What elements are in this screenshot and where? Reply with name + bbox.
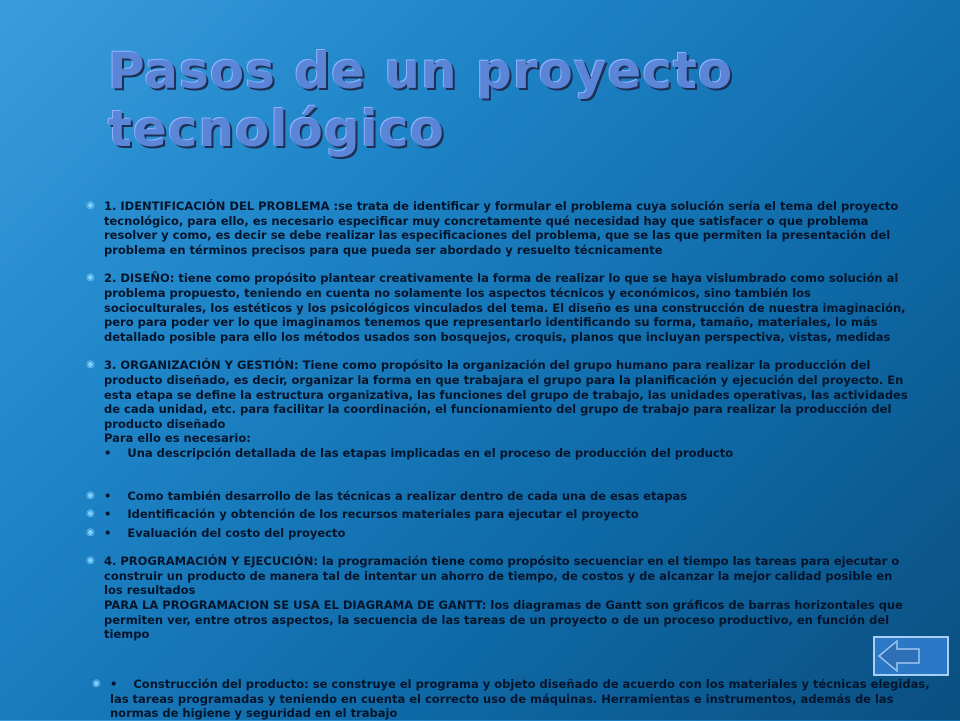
bullet-icon: ◉: [86, 555, 95, 567]
item-text: 2. DISEÑO: tiene como propósito plantear creativamente la forma de realizar lo que se haya vislumbrado como solución al problema propuesto, teniendo en cuenta no solamente los aspectos técnicos y económicos, sino también los socioculturales, los estéticos y los psicológicos vinculados del tema. El diseño es una construcción de nuestra imaginación, pero para poder ver lo que imaginamos tenemos que representarlo identificando su forma, tamaño, materiales, lo más detallado posible para ello los métodos usados son bosquejos, croquis, planos que incluyan perspectiva, vistas, medidas: [104, 271, 906, 344]
bullet-icon: ◉: [86, 359, 95, 371]
back-button[interactable]: [873, 636, 949, 676]
item-text: 1. IDENTIFICACIÓN DEL PROBLEMA :se trata de identificar y formular el problema cuya solución sería el tema del proyecto tecnológico, para ello, es necesario especificar muy concretamente qué necesidad hay que satisfacer o que problema resolver y como, es decir se debe realizar las especificaciones del problema, que se las que permiten la presentación del problema en términos precisos para que pueda ser abordado y resuelto técnicamente: [104, 199, 899, 257]
list-item: [86, 677, 930, 721]
list-item: [80, 526, 910, 541]
back-arrow-icon: [877, 639, 921, 673]
dot-icon: •: [104, 507, 112, 522]
item-text: Evaluación del costo del proyecto: [127, 525, 346, 540]
item-text: Identificación y obtención de los recursos materiales para ejecutar el proyecto: [127, 507, 639, 522]
slide-content: [80, 199, 910, 642]
bullet-icon: ◉: [86, 489, 95, 501]
item-text: 3. ORGANIZACIÓN Y GESTIÓN: Tiene como propósito la organización del grupo humano para realizar la producción del producto diseñado, es decir, organizar la forma en que trabajara el grupo para la planificación y ejecución del proyecto. En esta etapa se define la estructura organizativa, las funciones del grupo de trabajo, las unidades operativas, las actividades de cada unidad, etc. para facilitar la coordinación, el funcionamiento del grupo de trabajo para realizar la producción del producto diseñado: [104, 358, 908, 431]
bullet-icon: ◉: [92, 678, 101, 689]
item-extra: Para ello es necesario:: [104, 431, 251, 446]
bullet-icon: ◉: [86, 508, 95, 520]
item-text: Como también desarrollo de las técnicas a realizar dentro de cada una de esas etapas: [127, 488, 688, 503]
bullet-icon: ◉: [86, 200, 95, 211]
dot-icon: •: [104, 445, 112, 460]
list-item: [80, 199, 910, 257]
item-text: Construcción del producto: se construye el programa y objeto diseñado de acuerdo con los materiales y técnicas elegidas, las tareas programadas y teniendo en cuenta el correcto uso de máquinas. Herramientas e instrumentos, además de las normas de higiene y seguridad en el trabajo: [110, 677, 930, 721]
bullet-icon: ◉: [86, 272, 95, 284]
item-sub: Una descripción detallada de las etapas implicadas en el proceso de producción del producto: [127, 445, 734, 460]
list-item: [80, 489, 910, 504]
slide-title: Pasos de un proyecto tecnológico: [108, 42, 734, 158]
dot-icon: •: [110, 677, 118, 691]
dot-icon: •: [104, 488, 112, 503]
list-item: [80, 358, 910, 460]
list-item: [80, 507, 910, 522]
item-extra: PARA LA PROGRAMACION SE USA EL DIAGRAMA DE GANTT: los diagramas de Gantt son gráficos de barras horizontales que permiten ver, entre otros aspectos, la secuencia de las tareas de un proyecto o de un proceso productivo, en función del tiempo: [104, 598, 903, 642]
list-item: [80, 554, 910, 642]
bullet-icon: ◉: [86, 526, 95, 538]
list-item: [80, 271, 910, 344]
item-text: 4. PROGRAMACIÓN Y EJECUCIÓN: la programación tiene como propósito secuenciar en el tiempo las tareas para ejecutar o construir un producto de manera tal de intentar un ahorro de tiempo, de costos y de alcanzar la mejor calidad posible en los resultados: [104, 554, 900, 598]
dot-icon: •: [104, 525, 112, 540]
